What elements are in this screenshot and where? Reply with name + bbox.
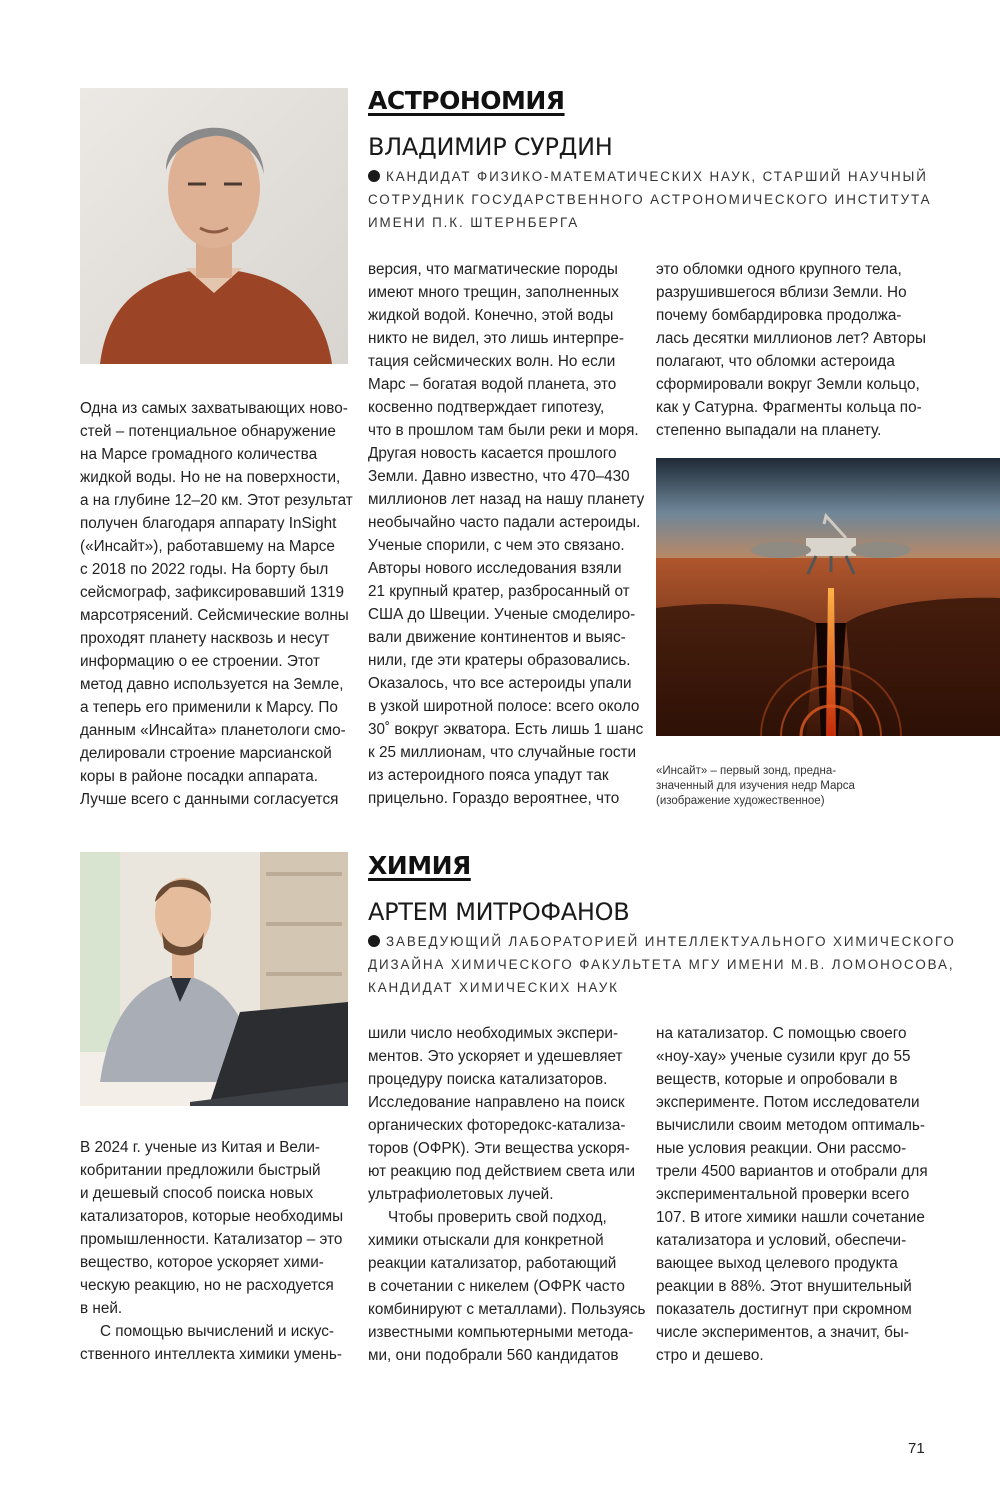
text-line: ментов. Это ускоряет и удешевляет: [368, 1048, 623, 1065]
text-line: («Инсайт»), работавшему на Марсе: [80, 538, 335, 555]
text-line: косвенно подтверждает гипотезу,: [368, 399, 605, 416]
text-line: реакции катализатор, работающий: [368, 1255, 617, 1272]
text-line: нили, где эти кратеры образовались.: [368, 652, 631, 669]
text-line: С помощью вычислений и искус-: [100, 1323, 334, 1340]
text-line: Авторы нового исследования взяли: [368, 560, 622, 577]
credentials-mitrofanov: [368, 930, 988, 999]
text-line: это обломки одного крупного тела,: [656, 261, 902, 278]
text-line: в узкой широтной полосе: всего около: [368, 698, 640, 715]
text-line: тация сейсмических волн. Но если: [368, 353, 616, 370]
text-line: делировали строение марсианской: [80, 745, 332, 762]
text-line: Чтобы проверить свой подход,: [388, 1209, 607, 1226]
portrait-mitrofanov-photo: [80, 852, 348, 1106]
text-line: к 25 миллионам, что случайные гости: [368, 744, 637, 761]
text-line: из астероидного пояса упадут так: [368, 767, 609, 784]
bullet-dot: [368, 170, 380, 182]
text-line: стей – потенциальное обнаружение: [80, 423, 336, 440]
text-line: показатель достигнут при скромном: [656, 1301, 912, 1318]
text-line: катализатора и условий, обеспечи-: [656, 1232, 907, 1249]
section-title-chemistry: ХИМИЯ: [368, 851, 471, 880]
text-line: ственного интеллекта химики умень-: [80, 1346, 342, 1363]
text-line: стро и дешево.: [656, 1347, 764, 1364]
text-line: «ноу-хау» ученые сузили круг до 55: [656, 1048, 911, 1065]
caption-line: (изображение художественное): [656, 795, 825, 807]
text-line: жидкой водой. Конечно, этой воды: [368, 307, 614, 324]
text-line: проходят планету насквозь и несут: [80, 630, 330, 647]
text-line: экспериментальной проверки всего: [656, 1186, 910, 1203]
text-line: получен благодаря аппарату InSight: [80, 515, 337, 532]
text-line: версия, что магматические породы: [368, 261, 618, 278]
person-name-surdin: ВЛАДИМИР СУРДИН: [368, 133, 613, 161]
text-line: в сочетании с никелем (ОФРК часто: [368, 1278, 625, 1295]
text-line: степенно выпадали на планету.: [656, 422, 882, 439]
caption-line: «Инсайт» – первый зонд, предна-: [656, 765, 837, 777]
text-line: ные условия реакции. Они рассмо-: [656, 1140, 907, 1157]
astronomy-column-3: [656, 258, 946, 442]
text-line: числе экспериментов, а значит, бы-: [656, 1324, 910, 1341]
text-line: информацию о ее строении. Этот: [80, 653, 320, 670]
text-line: сейсмограф, зафиксировавший 1319: [80, 584, 345, 601]
text-line: вычислили своим методом оптималь-: [656, 1117, 925, 1134]
text-line: миллионов лет назад на нашу планету: [368, 491, 645, 508]
text-line: процедуру поиска катализаторов.: [368, 1071, 608, 1088]
insight-lander-illustration: [656, 458, 1000, 736]
text-line: комбинируют с металлами). Пользуясь: [368, 1301, 646, 1318]
text-line: трели 4500 вариантов и отобрали для: [656, 1163, 928, 1180]
text-line: метод давно используется на Земле,: [80, 676, 344, 693]
text-line: прицельно. Гораздо вероятнее, что: [368, 790, 620, 807]
credentials-line: ИМЕНИ П.К. ШТЕРНБЕРГА: [368, 215, 580, 230]
text-line: Лучше всего с данными согласуется: [80, 791, 339, 808]
text-line: ми, они подобрали 560 кандидатов: [368, 1347, 619, 1364]
text-line: что в прошлом там были реки и моря.: [368, 422, 639, 439]
text-line: Другая новость касается прошлого: [368, 445, 617, 462]
section-title-astronomy: АСТРОНОМИЯ: [368, 86, 565, 115]
text-line: Марс – богатая водой планета, это: [368, 376, 617, 393]
caption-line: значенный для изучения недр Марса: [656, 780, 855, 792]
text-line: в ней.: [80, 1300, 123, 1317]
text-line: реакции в 88%. Этот внушительный: [656, 1278, 912, 1295]
chemistry-column-1: [80, 1136, 355, 1366]
text-line: Земли. Давно известно, что 470–430: [368, 468, 630, 485]
credentials-line: ЗАВЕДУЮЩИЙ ЛАБОРАТОРИЕЙ ИНТЕЛЛЕКТУАЛЬНОГО ХИМИЧЕСКОГО: [386, 934, 956, 949]
credentials-line: СОТРУДНИК ГОСУДАРСТВЕННОГО АСТРОНОМИЧЕСКОГО ИНСТИТУТА: [368, 192, 932, 207]
bullet-dot: [368, 935, 380, 947]
text-line: эксперименте. Потом исследователи: [656, 1094, 920, 1111]
text-line: разрушившегося вблизи Земли. Но: [656, 284, 907, 301]
chemistry-column-2: [368, 1022, 648, 1367]
text-line: как у Сатурна. Фрагменты кольца по-: [656, 399, 922, 416]
credentials-line: ДИЗАЙНА ХИМИЧЕСКОГО ФАКУЛЬТЕТА МГУ ИМЕНИ М.В. ЛОМОНОСОВА,: [368, 957, 955, 972]
text-line: а теперь его применили к Марсу. По: [80, 699, 338, 716]
text-line: торов (ОФРК). Эти вещества ускоря-: [368, 1140, 630, 1157]
text-line: химики отыскали для конкретной: [368, 1232, 604, 1249]
text-line: на катализатор. С помощью своего: [656, 1025, 907, 1042]
text-line: марсотрясений. Сейсмические волны: [80, 607, 349, 624]
text-line: ют реакцию под действием света или: [368, 1163, 636, 1180]
person-name-mitrofanov: АРТЕМ МИТРОФАНОВ: [368, 898, 630, 926]
text-line: сформировали вокруг Земли кольцо,: [656, 376, 920, 393]
text-line: с 2018 по 2022 годы. На борту был: [80, 561, 329, 578]
text-line: лась десятки миллионов лет? Авторы: [656, 330, 926, 347]
text-line: В 2024 г. ученые из Китая и Вели-: [80, 1139, 320, 1156]
portrait-surdin-photo: [80, 88, 348, 364]
text-line: известными компьютерными метода-: [368, 1324, 634, 1341]
text-line: органических фоторедокс-катализа-: [368, 1117, 626, 1134]
text-line: имеют много трещин, заполненных: [368, 284, 619, 301]
text-line: ультрафиолетовых лучей.: [368, 1186, 554, 1203]
page-number: 71: [908, 1440, 925, 1457]
text-line: коры в районе посадки аппарата.: [80, 768, 318, 785]
astronomy-column-1: [80, 397, 355, 811]
text-line: 21 крупный кратер, разбросанный от: [368, 583, 630, 600]
text-line: Одна из самых захватывающих ново-: [80, 400, 348, 417]
text-line: и дешевый способ поиска новых: [80, 1185, 314, 1202]
text-line: вали движение континентов и выяс-: [368, 629, 626, 646]
text-line: промышленности. Катализатор – это: [80, 1231, 343, 1248]
credentials-surdin: [368, 165, 968, 234]
text-line: веществ, которые и опробовали в: [656, 1071, 898, 1088]
text-line: катализаторов, которые необходимы: [80, 1208, 344, 1225]
text-line: кобритании предложили быстрый: [80, 1162, 321, 1179]
text-line: вающее выход целевого продукта: [656, 1255, 898, 1272]
text-line: почему бомбардировка продолжа-: [656, 307, 902, 324]
astronomy-column-2: [368, 258, 648, 810]
text-line: Исследование направлено на поиск: [368, 1094, 625, 1111]
text-line: жидкой воды. Но не на поверхности,: [80, 469, 341, 486]
text-line: ческую реакцию, но не расходуется: [80, 1277, 334, 1294]
credentials-line: КАНДИДАТ ФИЗИКО-МАТЕМАТИЧЕСКИХ НАУК, СТАРШИЙ НАУЧНЫЙ: [386, 169, 928, 184]
text-line: Ученые спорили, с чем это связано.: [368, 537, 625, 554]
text-line: шили число необходимых экспери-: [368, 1025, 619, 1042]
credentials-line: КАНДИДАТ ХИМИЧЕСКИХ НАУК: [368, 980, 619, 995]
text-line: данным «Инсайта» планетологи смо-: [80, 722, 346, 739]
text-line: 107. В итоге химики нашли сочетание: [656, 1209, 925, 1226]
text-line: вещество, которое ускоряет хими-: [80, 1254, 324, 1271]
text-line: Оказалось, что все астероиды упали: [368, 675, 632, 692]
text-line: США до Швеции. Ученые смоделиро-: [368, 606, 636, 623]
text-line: а на глубине 12–20 км. Этот результат: [80, 492, 353, 509]
chemistry-column-3: [656, 1022, 946, 1367]
text-line: полагают, что обломки астероида: [656, 353, 895, 370]
image-caption: [656, 764, 916, 809]
text-line: никто не видел, это лишь интерпре-: [368, 330, 624, 347]
text-line: 30˚ вокруг экватора. Есть лишь 1 шанс: [368, 721, 644, 738]
text-line: на Марсе громадного количества: [80, 446, 318, 463]
text-line: необычайно часто падали астероиды.: [368, 514, 641, 531]
